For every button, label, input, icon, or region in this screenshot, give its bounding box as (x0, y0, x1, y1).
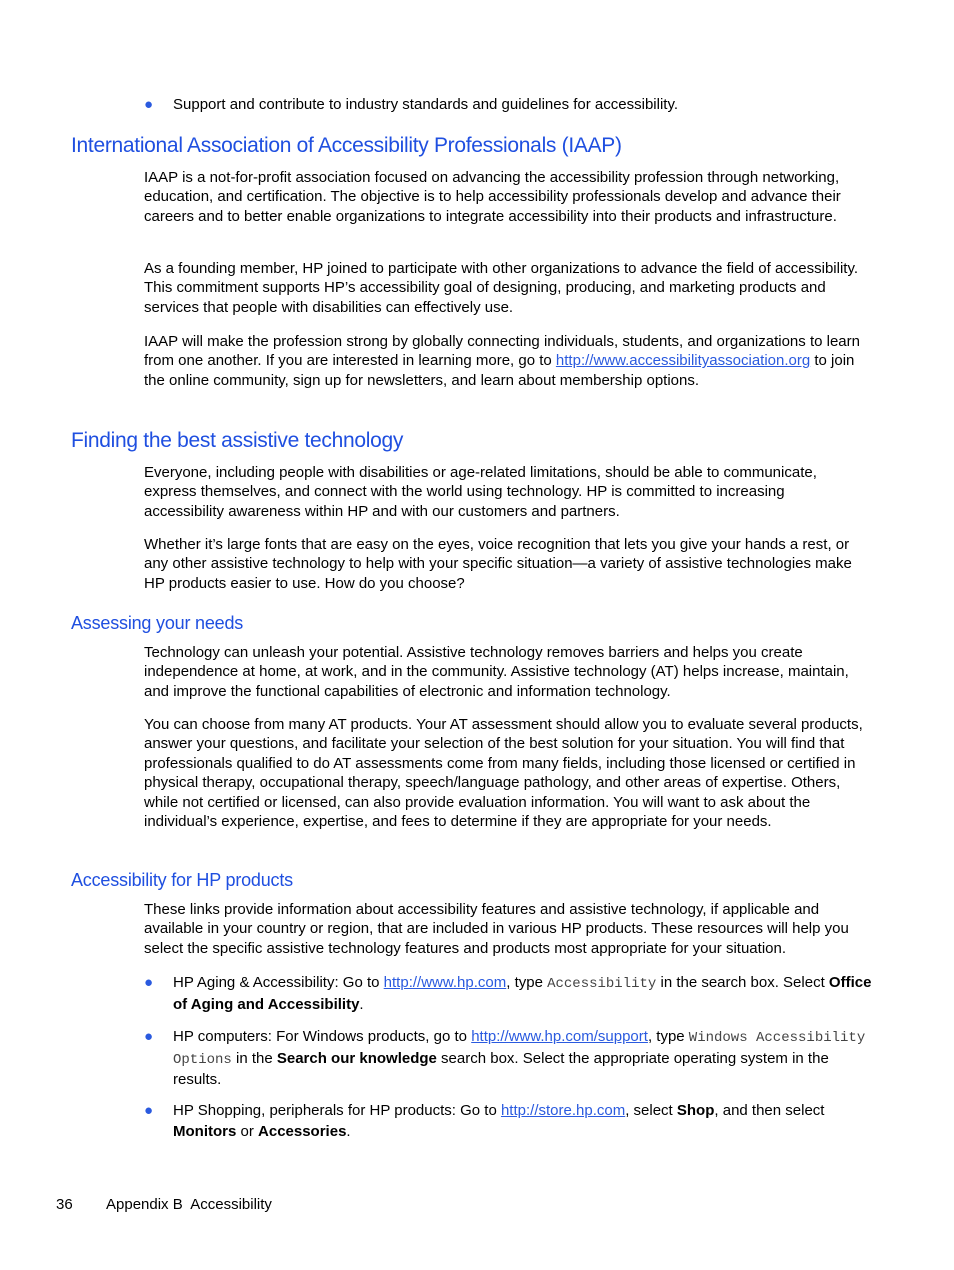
list-text: in the (231, 1049, 277, 1067)
finding-paragraph-2: Whether it’s large fonts that are easy on the eyes, voice recognition that lets you give your hands a rest, or any other assistive technology to help with your specific situation—a variety of assistive technologies make HP products easier to use. How do you choose? (144, 536, 852, 592)
iaap-link[interactable]: http://www.accessibilityassociation.org (555, 352, 811, 370)
list-text: . (359, 995, 364, 1013)
ui-term-bold: Monitors (173, 1122, 237, 1140)
list-text: search box. Select the appropriate operating system in the results. (173, 1049, 829, 1088)
hp-products-heading: Accessibility for HP products (71, 870, 293, 890)
list-text: , select (625, 1102, 677, 1119)
assessing-paragraph-1: Technology can unleash your potential. Assistive technology removes barriers and helps you create independence at home, at work, and in the community. Assistive technology (AT) helps increase, maintain, and improve the functional capabilities of electronic and information technology. (144, 644, 849, 700)
page-number: 36 (56, 1196, 73, 1213)
hp-products-paragraph: These links provide information about accessibility features and assistive technology, if applicable and available in your country or region, that are included in various HP products. These resources will help you select the specific assistive technology features and products most appropriate for your situation. (144, 901, 849, 957)
iaap-paragraph-3 (144, 332, 868, 390)
intro-bullet-text: Support and contribute to industry standards and guidelines for accessibility. (173, 96, 679, 113)
list-text: or (236, 1122, 259, 1140)
ui-term-bold: Shop (676, 1102, 715, 1119)
hp-link[interactable]: http://www.hp.com (383, 974, 507, 991)
bullet-icon: ● (144, 1028, 154, 1045)
ui-term-bold: Accessories (258, 1122, 347, 1140)
list-text: . (346, 1122, 351, 1140)
iaap-heading: International Association of Accessibility Professionals (IAAP) (71, 134, 622, 157)
list-text: , type (647, 1028, 689, 1045)
search-term-code: Accessibility (547, 976, 657, 992)
hp-support-link[interactable]: http://www.hp.com/support (471, 1028, 648, 1045)
hp-store-link[interactable]: http://store.hp.com (500, 1102, 626, 1119)
list-text: , type (506, 974, 548, 991)
bullet-icon: ● (144, 1102, 154, 1119)
assessing-paragraph-2: You can choose from many AT products. Your AT assessment should allow you to evaluate several products, answer your questions, and facilitate your selection of the best solution for your situation. You will find that professionals qualified to do AT assessments come from many fields, including those licensed or certified in physical therapy, occupational therapy, speech/language pathology, and other areas of expertise. Others, while not certified or licensed, can also provide evaluation information. You will want to ask about the individual’s experience, expertise, and fees to determine if they are appropriate for your needs. (144, 716, 863, 831)
iaap-paragraph-1: IAAP is a not-for-profit association focused on advancing the accessibility profession through networking, education, and certification. The objective is to help accessibility professionals develop and advance their careers and to better enable organizations to integrate accessibility into their products and infrastructure. (144, 169, 841, 225)
footer-section: Appendix B Accessibility (106, 1196, 272, 1213)
list-text: HP Shopping, peripherals for HP products: Go to (173, 1102, 501, 1119)
list-item-aging (173, 973, 873, 1015)
bullet-icon: ● (144, 96, 154, 113)
list-item-computers (173, 1027, 873, 1091)
iaap-paragraph-2: As a founding member, HP joined to participate with other organizations to advance the field of accessibility. This commitment supports HP’s accessibility goal of designing, producing, and marketing products and services that people with disabilities can effectively use. (144, 260, 859, 316)
ui-term-bold: Office of Aging and Accessibility (173, 974, 872, 1013)
iaap-p3-text-before: IAAP will make the profession strong by globally connecting individuals, students, and organizations to learn from one another. If you are interested in learning more, go to (144, 333, 860, 370)
finding-paragraph-1: Everyone, including people with disabilities or age-related limitations, should be able to communicate, express themselves, and connect with the world using technology. HP is committed to increasing accessibility awareness within HP and with our customers and partners. (144, 464, 817, 520)
finding-heading: Finding the best assistive technology (71, 429, 404, 452)
bullet-icon: ● (144, 974, 154, 991)
search-term-code: Windows Accessibility Options (173, 1030, 866, 1068)
list-text: in the search box. Select (656, 974, 829, 991)
assessing-heading: Assessing your needs (71, 613, 244, 633)
list-item-shopping (173, 1101, 873, 1142)
iaap-p3-text-after: to join the online community, sign up for newsletters, and learn about membership options. (144, 352, 855, 389)
ui-term-bold: Search our knowledge (276, 1049, 437, 1067)
list-text: , and then select (714, 1102, 825, 1119)
list-text: HP computers: For Windows products, go to (173, 1028, 472, 1045)
list-text: HP Aging & Accessibility: Go to (173, 974, 384, 991)
